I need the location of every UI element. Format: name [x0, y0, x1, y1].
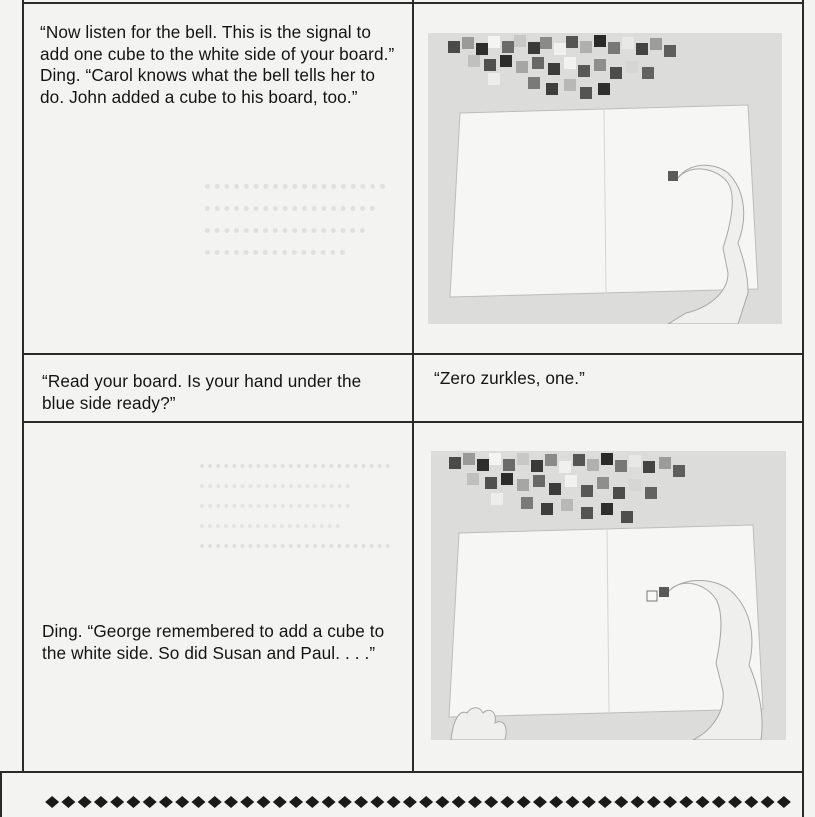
diamond-glyph: [322, 796, 336, 808]
diamond-glyph: [305, 796, 319, 808]
hand-adding-cube-photo: [428, 33, 782, 324]
diamond-glyph: [761, 796, 775, 808]
diamond-glyph: [224, 796, 238, 808]
diamond-glyph: [354, 796, 368, 808]
diamond-glyph: [208, 796, 222, 808]
diamond-glyph: [712, 796, 726, 808]
diamond-glyph: [663, 796, 677, 808]
diamond-glyph: [387, 796, 401, 808]
diamond-glyph: [728, 796, 742, 808]
diamond-glyph: [549, 796, 563, 808]
outer-left-border: [0, 771, 2, 817]
diamond-glyph: [744, 796, 758, 808]
diamond-glyph: [452, 796, 466, 808]
left-border: [22, 0, 24, 772]
diamond-glyph: [582, 796, 596, 808]
diamond-glyph: [484, 796, 498, 808]
diamond-glyph: [126, 796, 140, 808]
diamond-glyph: [435, 796, 449, 808]
diamond-glyph: [647, 796, 661, 808]
diamond-glyph: [78, 796, 92, 808]
show-through-text-2: [200, 460, 400, 580]
show-through-text: [205, 180, 405, 276]
diamond-glyph: [370, 796, 384, 808]
row-rule-2: [22, 421, 804, 423]
row1-photo: [428, 33, 782, 324]
diamond-glyph: [159, 796, 173, 808]
diamond-glyph: [240, 796, 254, 808]
diamond-glyph: [191, 796, 205, 808]
top-rule: [22, 2, 804, 4]
row1-instruction-text: “Now listen for the bell. This is the signal to add one cube to the white side of your board.” Ding. “Carol knows what the bell tells her to do. John added a cube to his board, too.”: [40, 22, 395, 107]
diamond-glyph: [175, 796, 189, 808]
diamond-glyph: [110, 796, 124, 808]
diamond-glyph: [338, 796, 352, 808]
diamond-glyph: [61, 796, 75, 808]
diamond-glyph: [565, 796, 579, 808]
center-divider: [412, 0, 414, 772]
diamond-glyph: [598, 796, 612, 808]
diamond-glyph: [94, 796, 108, 808]
diamond-glyph: [143, 796, 157, 808]
hand-adding-second-cube-photo: [431, 451, 786, 740]
diamond-glyph: [679, 796, 693, 808]
diamond-glyph: [777, 796, 791, 808]
diamond-glyph: [517, 796, 531, 808]
diamond-glyph: [45, 796, 59, 808]
row2-instruction-text: “Read your board. Is your hand under the blue side ready?”: [42, 371, 362, 413]
diamond-glyph: [273, 796, 287, 808]
diamond-glyph: [533, 796, 547, 808]
diamond-glyph: [403, 796, 417, 808]
right-border: [802, 0, 804, 817]
row3-photo: [431, 451, 786, 740]
diamond-glyph: [257, 796, 271, 808]
diamond-glyph: [500, 796, 514, 808]
diamond-glyph: [419, 796, 433, 808]
diamond-glyph: [631, 796, 645, 808]
diamond-divider: [44, 793, 792, 811]
diamond-glyph: [468, 796, 482, 808]
row3-instruction-text: Ding. “George remembered to add a cube to the white side. So did Susan and Paul. . . .”: [42, 621, 385, 663]
diamond-glyph: [696, 796, 710, 808]
row-rule-3: [0, 771, 804, 773]
row2-response-text: “Zero zurkles, one.”: [434, 368, 586, 388]
diamond-glyph: [614, 796, 628, 808]
diamond-glyph: [289, 796, 303, 808]
row-rule-1: [22, 353, 804, 355]
